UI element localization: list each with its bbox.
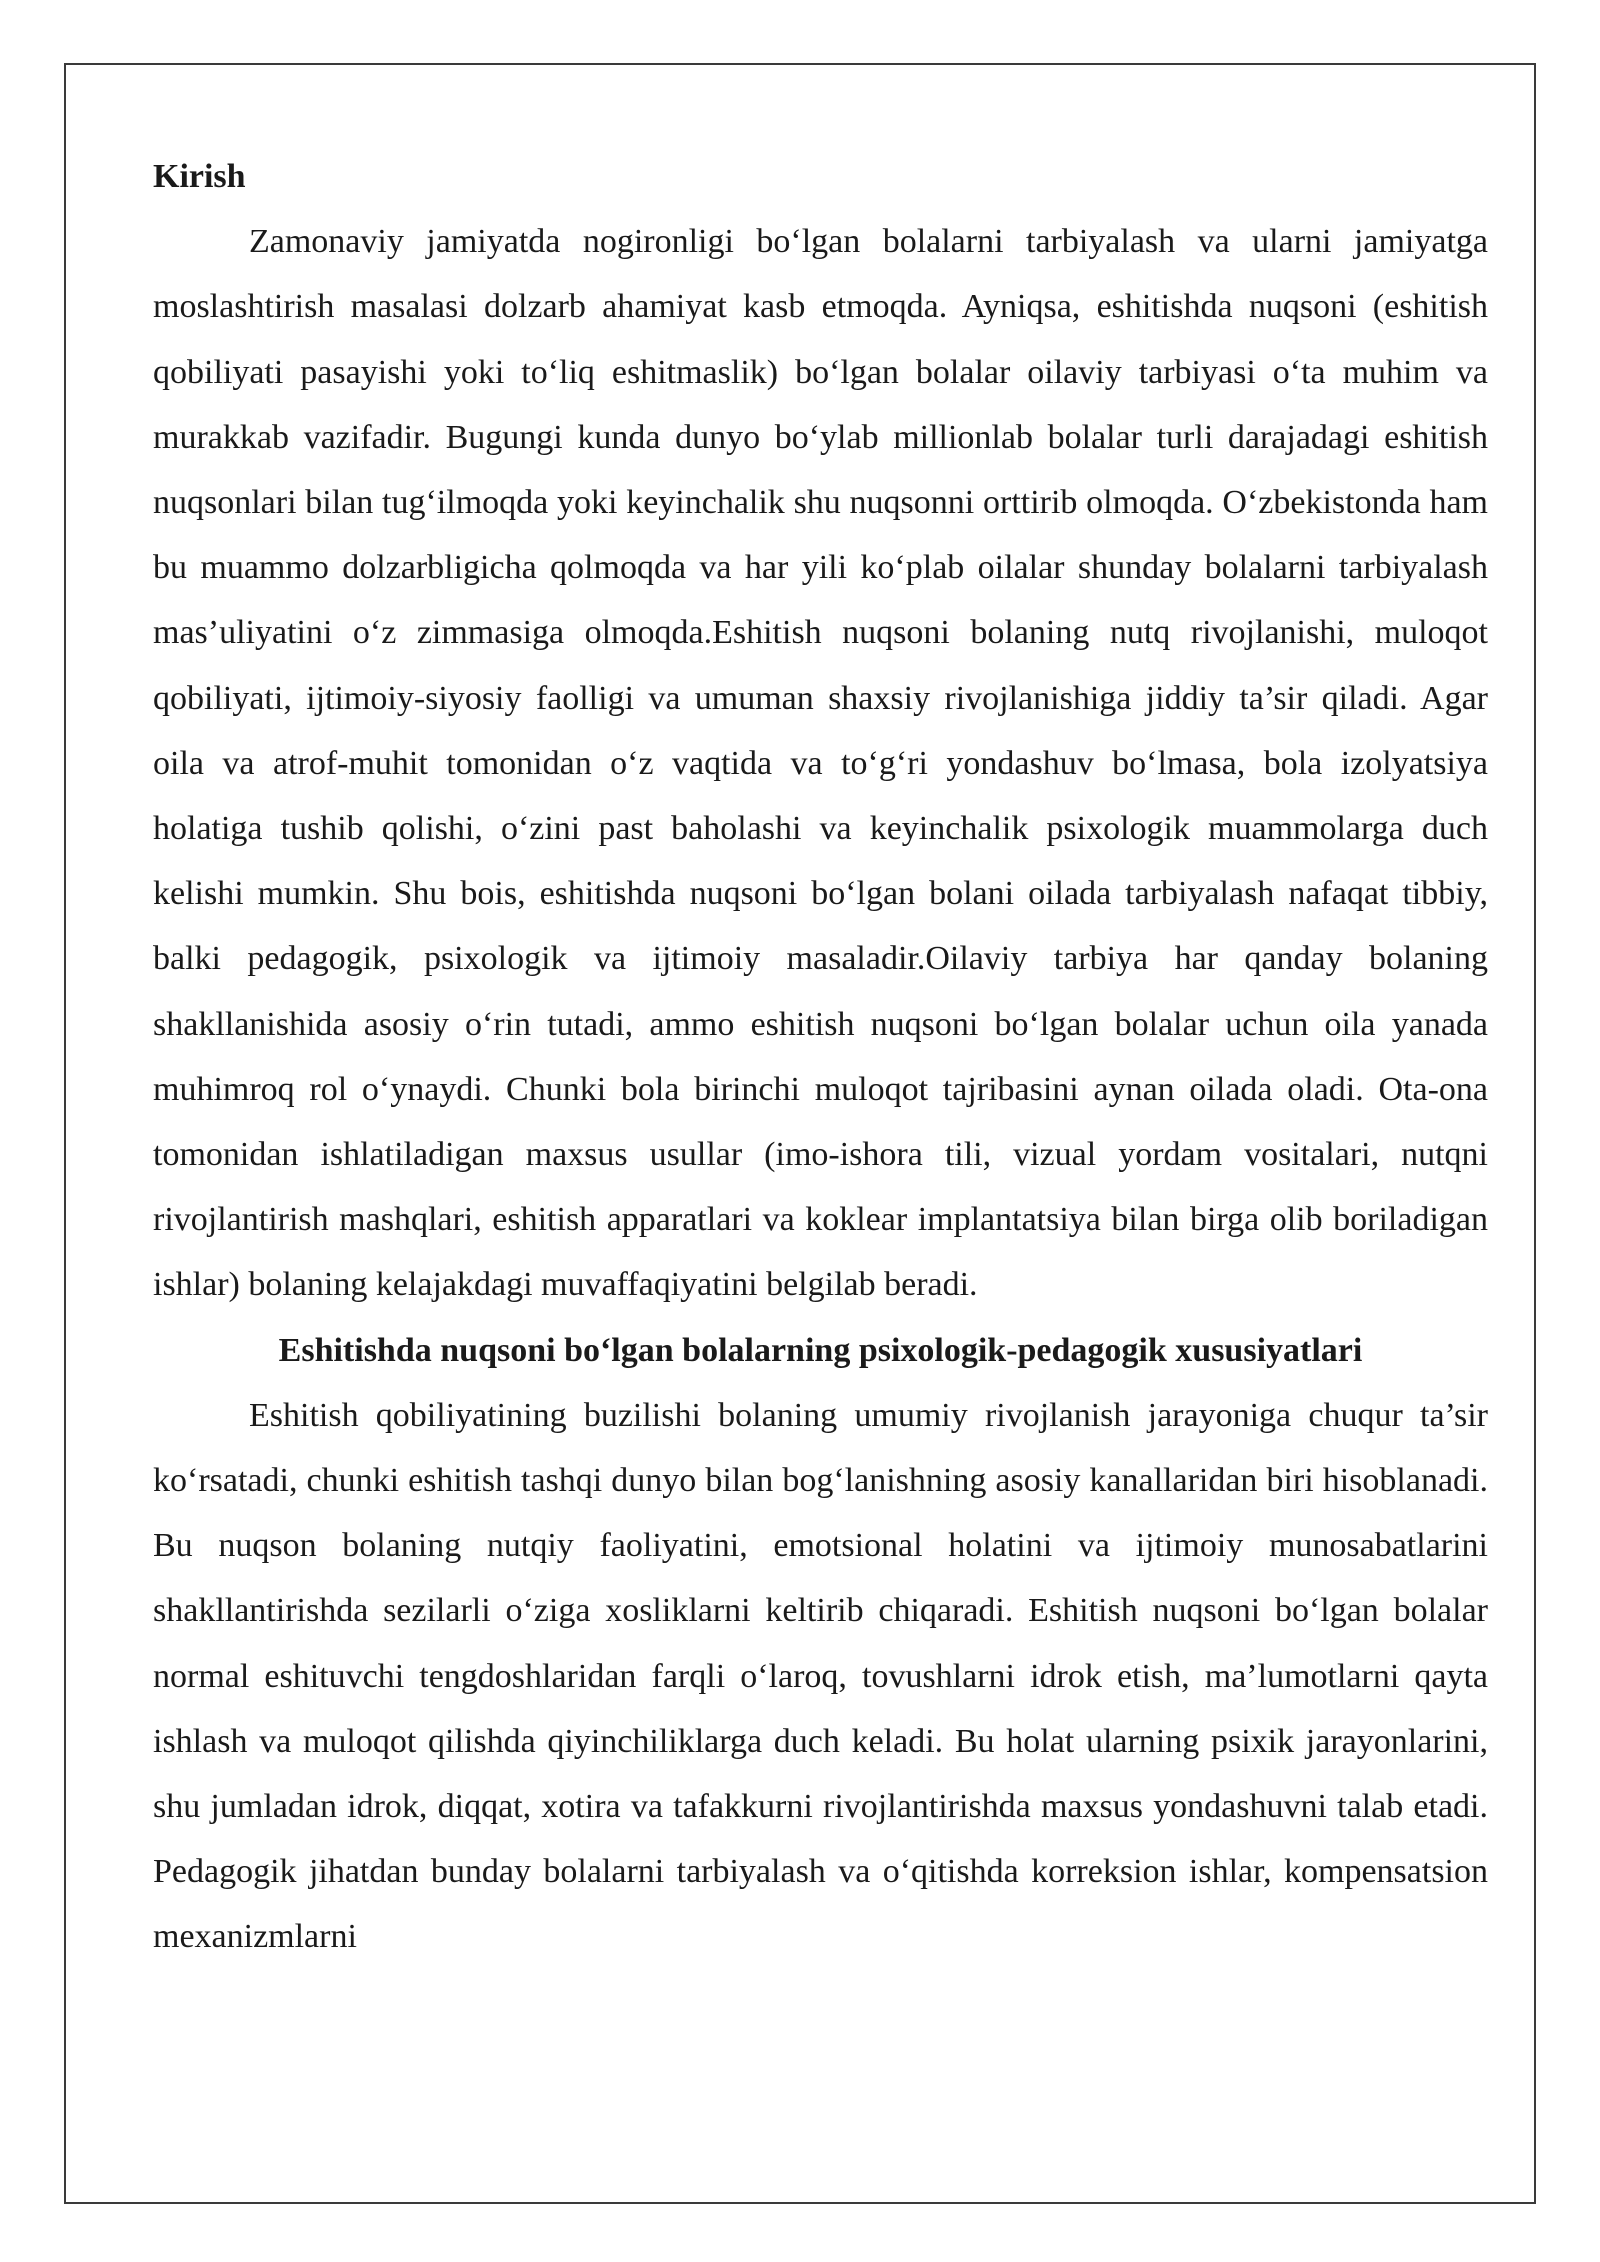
paragraph: Eshitish qobiliyatining buzilishi bolaning umumiy rivojlanish jarayoniga chuqur ta’sir ko‘rsatadi, chunki eshitish tashqi dunyo bilan bog‘lanishning asosiy kanallaridan biri hisoblanadi. Bu nuqson bolaning nutqiy faoliyatini, emotsional holatini va ijtimoiy munosabatlarini shakllantirishda sezilarli o‘ziga xosliklarni keltirib chiqaradi. Eshitish nuqsoni bo‘lgan bolalar normal eshituvchi tengdoshlaridan farqli o‘laroq, tovushlarni idrok etish, ma’lumotlarni qayta ishlash va muloqot qilishda qiyinchiliklarga duch keladi. Bu holat ularning psixik jarayonlarini, shu jumladan idrok, diqqat, xotira va tafakkurni rivojlantirishda maxsus yondashuvni talab etadi. Pedagogik jihatdan bunday bolalarni tarbiyalash va o‘qitishda korreksion ishlar, kompensatsion mexanizmlarni	[153, 1396, 1488, 1956]
section-subheading: Eshitishda nuqsoni bo‘lgan bolalarning psixologik-pedagogik xususiyatlari	[278, 1331, 1363, 1369]
document-body	[153, 144, 1488, 1970]
section-heading: Kirish	[153, 158, 246, 195]
paragraph: Zamonaviy jamiyatda nogironligi bo‘lgan bolalarni tarbiyalash va ularni jamiyatga moslashtirish masalasi dolzarb ahamiyat kasb etmoqda. Ayniqsa, eshitishda nuqsoni (eshitish qobiliyati pasayishi yoki to‘liq eshitmaslik) bo‘lgan bolalar oilaviy tarbiyasi o‘ta muhim va murakkab vazifadir. Bugungi kunda dunyo bo‘ylab millionlab bolalar turli darajadagi eshitish nuqsonlari bilan tug‘ilmoqda yoki keyinchalik shu nuqsonni orttirib olmoqda. O‘zbekistonda ham bu muammo dolzarbligicha qolmoqda va har yili ko‘plab oilalar shunday bolalarni tarbiyalash mas’uliyatini o‘z zimmasiga olmoqda.Eshitish nuqsoni bolaning nutq rivojlanishi, muloqot qobiliyati, ijtimoiy-siyosiy faolligi va umuman shaxsiy rivojlanishiga jiddiy ta’sir qiladi. Agar oila va atrof-muhit tomonidan o‘z vaqtida va to‘g‘ri yondashuv bo‘lmasa, bola izolyatsiya holatiga tushib qolishi, o‘zini past baholashi va keyinchalik psixologik muammolarga duch kelishi mumkin. Shu bois, eshitishda nuqsoni bo‘lgan bolani oilada tarbiyalash nafaqat tibbiy, balki pedagogik, psixologik va ijtimoiy masaladir.Oilaviy tarbiya har qanday bolaning shakllanishida asosiy o‘rin tutadi, ammo eshitish nuqsoni bo‘lgan bolalar uchun oila yanada muhimroq rol o‘ynaydi. Chunki bola birinchi muloqot tajribasini aynan oilada oladi. Ota-ona tomonidan ishlatiladigan maxsus usullar (imo-ishora tili, vizual yordam vositalari, nutqni rivojlantirish mashqlari, eshitish apparatlari va koklear implantatsiya bilan birga olib boriladigan ishlar) bolaning kelajakdagi muvaffaqiyatini belgilab beradi.	[153, 223, 1488, 1304]
